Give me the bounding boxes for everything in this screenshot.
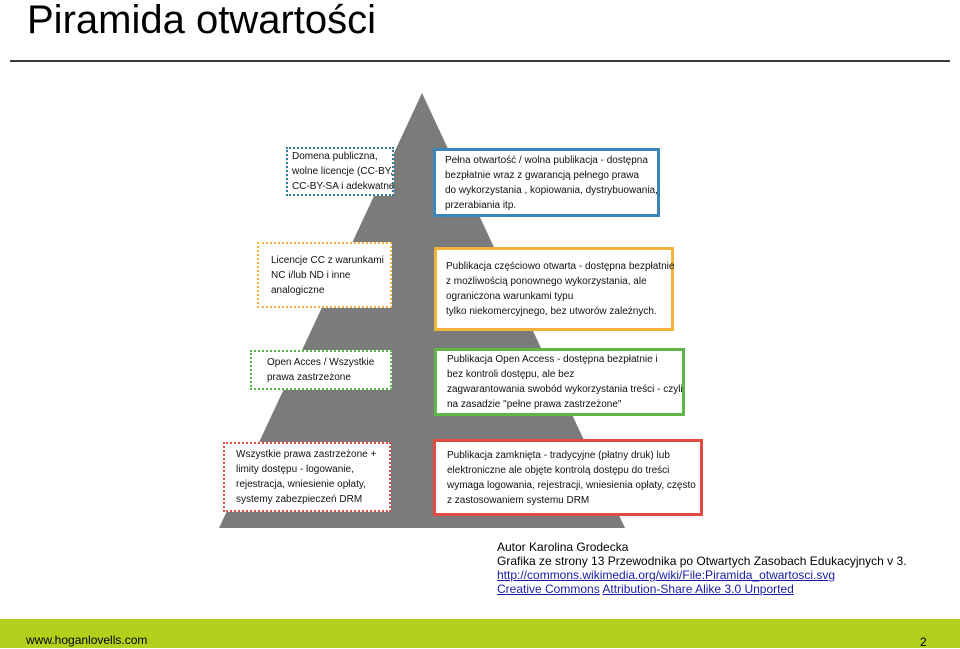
level-2-license-line: Licencje CC z warunkami	[271, 254, 384, 266]
level-3-license-line: prawa zastrzeżone	[267, 372, 351, 383]
level-1-description-line: Pełna otwartość / wolna publikacja - dostępna	[445, 154, 648, 166]
level-1-description-line: do wykorzystania , kopiowania, dystrybuowania,	[445, 184, 658, 196]
footer-bar	[0, 619, 960, 648]
page-number: 2	[920, 635, 927, 649]
level-4-description-line: wymaga logowania, rejestracji, wniesienia opłaty, często	[447, 479, 696, 491]
level-1-license-box	[286, 147, 394, 196]
level-2-license-line: NC i/lub ND i inne	[271, 269, 351, 281]
level-2-description-line: tylko niekomercyjnego, bez utworów zależnych.	[446, 306, 657, 317]
level-2-license-line: analogiczne	[271, 284, 325, 296]
source-link[interactable]: http://commons.wikimedia.org/wiki/File:Piramida_otwartosci.svg	[497, 568, 836, 582]
level-4-description-box	[433, 439, 703, 516]
level-4-license-line: rejestracja, wniesienie opłaty,	[236, 479, 366, 490]
image-caption	[497, 540, 907, 596]
page-title: Piramida otwartości	[27, 0, 377, 42]
level-4-description-line: Publikacja zamknięta - tradycyjne (płatny druk) lub	[447, 449, 670, 461]
level-3-description-line: zagwarantowania swobód wykorzystania treści - czyli	[447, 384, 683, 395]
level-3-description-line: bez kontroli dostępu, ale bez	[447, 369, 575, 380]
level-4-license-line: limity dostępu - logowanie,	[236, 464, 354, 475]
level-2-description-box	[434, 247, 674, 331]
level-1-license-line: Domena publiczna,	[292, 151, 378, 162]
level-1-license-line: wolne licencje (CC-BY,	[292, 166, 393, 177]
level-3-license-line: Open Acces / Wszystkie	[267, 357, 375, 368]
level-1-license-line: CC-BY-SA i adekwatne	[292, 181, 395, 192]
level-3-license-box	[250, 350, 392, 390]
level-2-description-line: Publikacja częściowo otwarta - dostępna bezpłatnie	[446, 261, 675, 272]
license-link-attribution[interactable]: Attribution-Share Alike 3.0 Unported	[602, 582, 794, 596]
level-2-description-line: z możliwością ponownego wykorzystania, ale	[446, 276, 647, 287]
level-1-description-box	[433, 148, 660, 217]
level-2-license-box	[257, 242, 392, 308]
level-3-description-line: na zasadzie "pełne prawa zastrzeżone"	[447, 399, 622, 410]
level-1-description-line: przerabiania itp.	[445, 199, 517, 211]
caption-source: Grafika ze strony 13 Przewodnika po Otwartych Zasobach Edukacyjnych v 3.	[497, 554, 907, 568]
level-4-description-line: elektroniczne ale objęte kontrolą dostępu do treści	[447, 464, 670, 476]
level-4-license-line: Wszystkie prawa zastrzeżone +	[236, 449, 377, 460]
level-4-license-line: systemy zabezpieczeń DRM	[236, 494, 363, 505]
level-4-description-line: z zastosowaniem systemu DRM	[447, 494, 590, 506]
footer-url: www.hoganlovells.com	[26, 633, 148, 647]
caption-author: Autor Karolina Grodecka	[497, 540, 629, 554]
level-4-license-box	[223, 442, 391, 512]
level-3-description-box	[434, 348, 685, 416]
level-3-description-line: Publikacja Open Access - dostępna bezpłatnie i	[447, 354, 658, 365]
level-2-description-line: ograniczona warunkami typu	[446, 291, 574, 302]
level-1-description-line: bezpłatnie wraz z gwarancją pełnego prawa	[445, 169, 640, 181]
license-link-creative-commons[interactable]: Creative Commons	[497, 582, 600, 596]
